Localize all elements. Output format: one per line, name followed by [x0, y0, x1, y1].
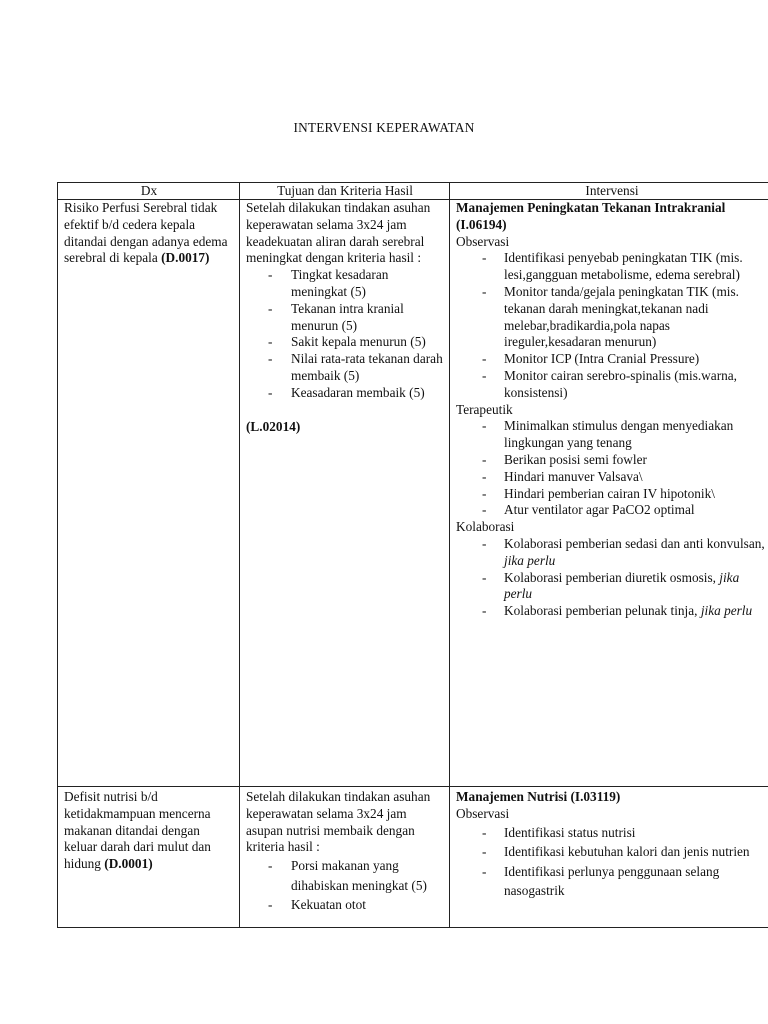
- observasi-label: Observasi: [456, 805, 510, 821]
- dx-code: (D.0017): [161, 250, 210, 266]
- tujuan-cell: [240, 200, 450, 787]
- terapeutik-item: - Hindari manuver Valsava\: [456, 469, 768, 486]
- page-title: INTERVENSI KEPERAWATAN: [293, 120, 475, 135]
- outcome-code: (L.02014): [246, 418, 301, 434]
- observasi-item: - Identifikasi penyebab peningkatan TIK (mis. lesi,gangguan metabolisme, edema serebral): [456, 250, 768, 284]
- header-dx: Dx: [58, 183, 240, 200]
- intervensi-cell: [450, 787, 768, 928]
- terapeutik-list: [456, 418, 768, 519]
- criteria-item: - Tekanan intra kranial menurun (5): [246, 301, 444, 335]
- tujuan-text: Setelah dilakukan tindakan asuhan keperawatan selama 3x24 jam keadekuatan aliran darah serebral meningkat dengan kriteria hasil :: [246, 200, 431, 266]
- dx-cell: [58, 787, 240, 928]
- dx-cell: [58, 200, 240, 787]
- observasi-item: - Monitor cairan serebro-spinalis (mis.warna, konsistensi): [456, 368, 768, 402]
- kolaborasi-text: Kolaborasi pemberian pelunak tinja,: [504, 603, 701, 619]
- intervention-title: Manajemen Nutrisi (I.03119): [456, 789, 621, 804]
- dx-text: Risiko Perfusi Serebral tidak efektif b/d cedera kepala ditandai dengan adanya edema serebral di kepala: [64, 200, 228, 266]
- kolaborasi-label: Kolaborasi: [456, 519, 515, 535]
- kolaborasi-item: [456, 536, 768, 570]
- intervensi-cell: [450, 200, 768, 787]
- criteria-item: - Sakit kepala menurun (5): [246, 334, 444, 351]
- intervention-table: [57, 182, 768, 928]
- terapeutik-item: - Berikan posisi semi fowler: [456, 452, 768, 469]
- kolaborasi-list: [456, 536, 768, 620]
- observasi-item: - Identifikasi perlunya penggunaan selang nasogastrik: [456, 862, 768, 901]
- observasi-label: Observasi: [456, 233, 510, 249]
- kolaborasi-item: [456, 603, 768, 620]
- kolaborasi-note: jika perlu: [504, 569, 740, 602]
- dx-text: Defisit nutrisi b/d ketidakmampuan mencerna makanan ditandai dengan keluar darah dari mulut dan hidung: [64, 789, 211, 872]
- observasi-list: [456, 823, 768, 901]
- terapeutik-item: - Minimalkan stimulus dengan menyediakan lingkungan yang tenang: [456, 418, 768, 452]
- tujuan-text: Setelah dilakukan tindakan asuhan keperawatan selama 3x24 jam asupan nutrisi membaik dengan kriteria hasil :: [246, 789, 431, 855]
- tujuan-cell: [240, 787, 450, 928]
- criteria-list: [246, 856, 444, 915]
- kolaborasi-note: jika perlu: [700, 603, 753, 619]
- table-header-row: [58, 183, 768, 200]
- kolaborasi-text: Kolaborasi pemberian diuretik osmosis,: [504, 569, 720, 585]
- table-row: [58, 787, 768, 928]
- kolaborasi-text: Kolaborasi pemberian sedasi dan anti konvulsan,: [504, 535, 765, 551]
- observasi-list: [456, 250, 768, 401]
- table-row: [58, 200, 768, 787]
- kolaborasi-item: [456, 570, 768, 604]
- criteria-item: - Keasadaran membaik (5): [246, 385, 444, 402]
- dx-code: (D.0001): [104, 856, 153, 872]
- observasi-item: - Identifikasi status nutrisi: [456, 823, 768, 843]
- criteria-list: [246, 267, 444, 401]
- kolaborasi-note: jika perlu: [504, 552, 556, 568]
- terapeutik-label: Terapeutik: [456, 401, 513, 417]
- criteria-item: - Porsi makanan yang dihabiskan meningkat (5): [246, 856, 444, 895]
- observasi-item: - Monitor tanda/gejala peningkatan TIK (mis. tekanan darah meningkat,tekanan nadi melebar,bradikardia,pola napas ireguler,kesadaran menurun): [456, 284, 768, 351]
- observasi-item: - Monitor ICP (Intra Cranial Pressure): [456, 351, 768, 368]
- criteria-item: - Nilai rata-rata tekanan darah membaik (5): [246, 351, 444, 385]
- header-tujuan: Tujuan dan Kriteria Hasil: [240, 183, 450, 200]
- terapeutik-item: - Atur ventilator agar PaCO2 optimal: [456, 502, 768, 519]
- terapeutik-item: - Hindari pemberian cairan IV hipotonik\: [456, 486, 768, 503]
- header-intervensi: Intervensi: [450, 183, 768, 200]
- criteria-item: - Tingkat kesadaran meningkat (5): [246, 267, 444, 301]
- observasi-item: - Identifikasi kebutuhan kalori dan jenis nutrien: [456, 842, 768, 862]
- criteria-item: - Kekuatan otot: [246, 895, 444, 915]
- intervention-title: Manajemen Peningkatan Tekanan Intrakranial (I.06194): [456, 200, 726, 232]
